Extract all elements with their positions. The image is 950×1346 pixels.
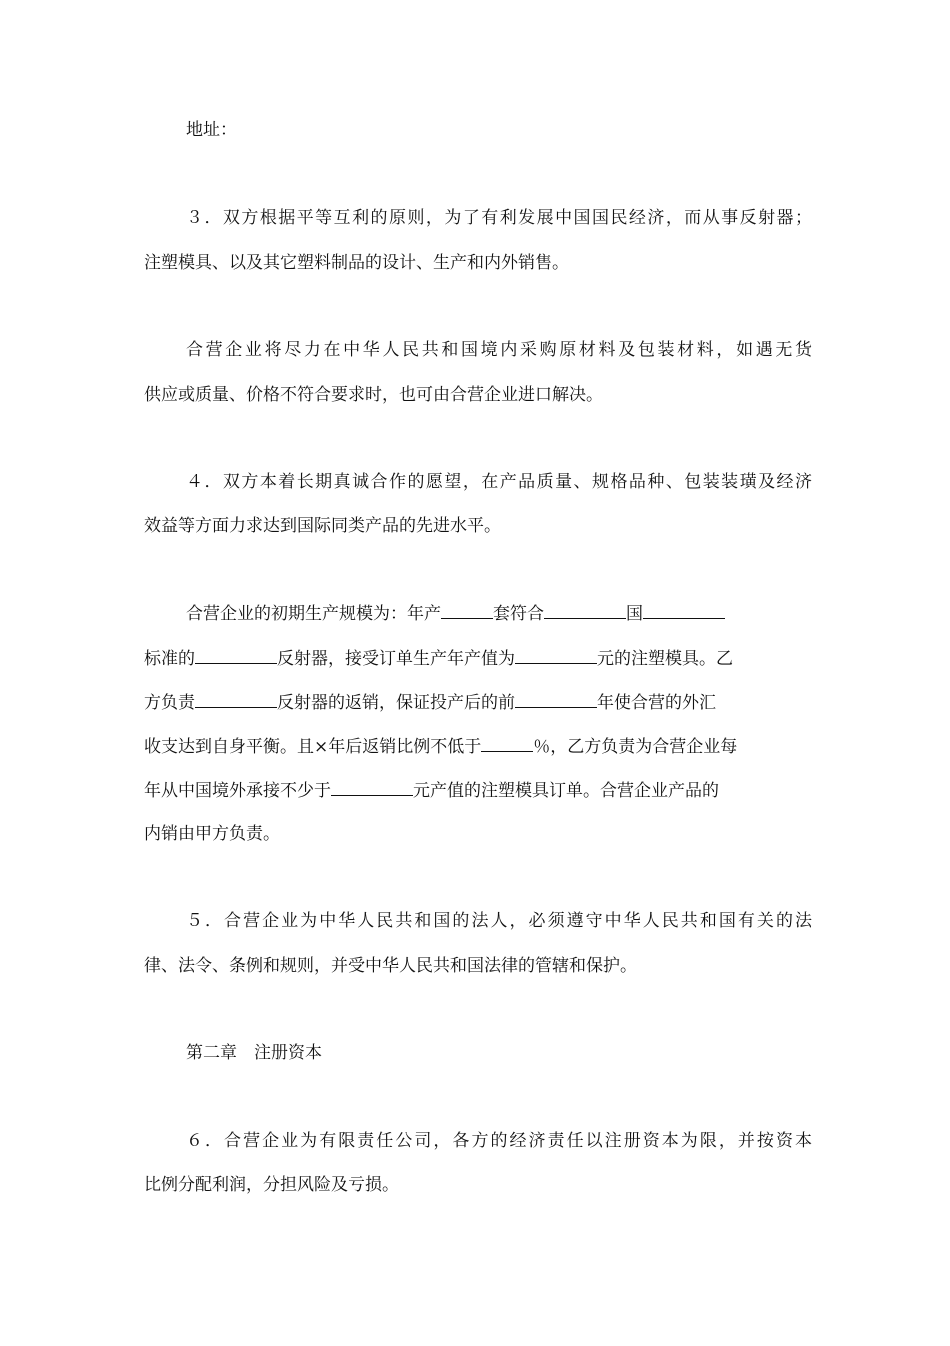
chapter-2-heading: 第二章 注册资本 bbox=[186, 1043, 322, 1063]
clause-3-line-2: 注塑模具、以及其它塑料制品的设计、生产和内外销售。 bbox=[144, 253, 569, 273]
scale-text: 收支达到自身平衡。且×年后返销比例不低于 bbox=[144, 737, 482, 757]
scale-text: 元的注塑模具。乙 bbox=[597, 649, 733, 669]
blank-field bbox=[544, 600, 626, 619]
scale-text: 反射器，接受订单生产年产值为 bbox=[277, 649, 515, 669]
clause-6-line-2: 比例分配利润，分担风险及亏损。 bbox=[144, 1175, 399, 1195]
scale-text: 元产值的注塑模具订单。合营企业产品的 bbox=[413, 781, 719, 801]
blank-field bbox=[481, 733, 533, 752]
blank-field bbox=[441, 600, 493, 619]
clause-6-line-1: ６．合营企业为有限责任公司，各方的经济责任以注册资本为限，并按资本 bbox=[186, 1131, 812, 1151]
blank-field bbox=[643, 600, 725, 619]
scale-text: ％，乙方负责为合营企业每 bbox=[533, 737, 738, 757]
scale-line-1 bbox=[186, 600, 812, 626]
clause-4-line-2: 效益等方面力求达到国际同类产品的先进水平。 bbox=[144, 516, 501, 536]
scale-text: 国 bbox=[626, 604, 643, 624]
scale-text: 方负责 bbox=[144, 693, 195, 713]
scale-text: 年使合营的外汇 bbox=[597, 693, 716, 713]
scale-text: 合营企业的初期生产规模为：年产 bbox=[186, 604, 441, 624]
blank-field bbox=[515, 645, 597, 664]
scale-text: 反射器的返销，保证投产后的前 bbox=[277, 693, 515, 713]
clause-3-line-1: ３．双方根据平等互利的原则，为了有利发展中国国民经济，而从事反射器； bbox=[186, 208, 812, 228]
scale-line-4 bbox=[144, 733, 812, 759]
procurement-line-2: 供应或质量、价格不符合要求时，也可由合营企业进口解决。 bbox=[144, 385, 603, 405]
scale-text: 标准的 bbox=[144, 649, 195, 669]
clause-5-line-1: ５．合营企业为中华人民共和国的法人，必须遵守中华人民共和国有关的法 bbox=[186, 911, 812, 931]
scale-text: 套符合 bbox=[493, 604, 544, 624]
blank-field bbox=[195, 689, 277, 708]
scale-text: 年从中国境外承接不少于 bbox=[144, 781, 331, 801]
clause-4-line-1: ４．双方本着长期真诚合作的愿望，在产品质量、规格品种、包装装璜及经济 bbox=[186, 472, 812, 492]
blank-field bbox=[331, 777, 413, 796]
blank-field bbox=[195, 645, 277, 664]
procurement-line-1: 合营企业将尽力在中华人民共和国境内采购原材料及包装材料，如遇无货 bbox=[186, 340, 812, 360]
clause-5-line-2: 律、法令、条例和规则，并受中华人民共和国法律的管辖和保护。 bbox=[144, 956, 637, 976]
scale-line-2 bbox=[144, 645, 812, 671]
scale-line-3 bbox=[144, 689, 812, 715]
scale-line-6: 内销由甲方负责。 bbox=[144, 824, 280, 844]
scale-line-5 bbox=[144, 777, 812, 803]
address-label: 地址： bbox=[186, 120, 237, 140]
blank-field bbox=[515, 689, 597, 708]
